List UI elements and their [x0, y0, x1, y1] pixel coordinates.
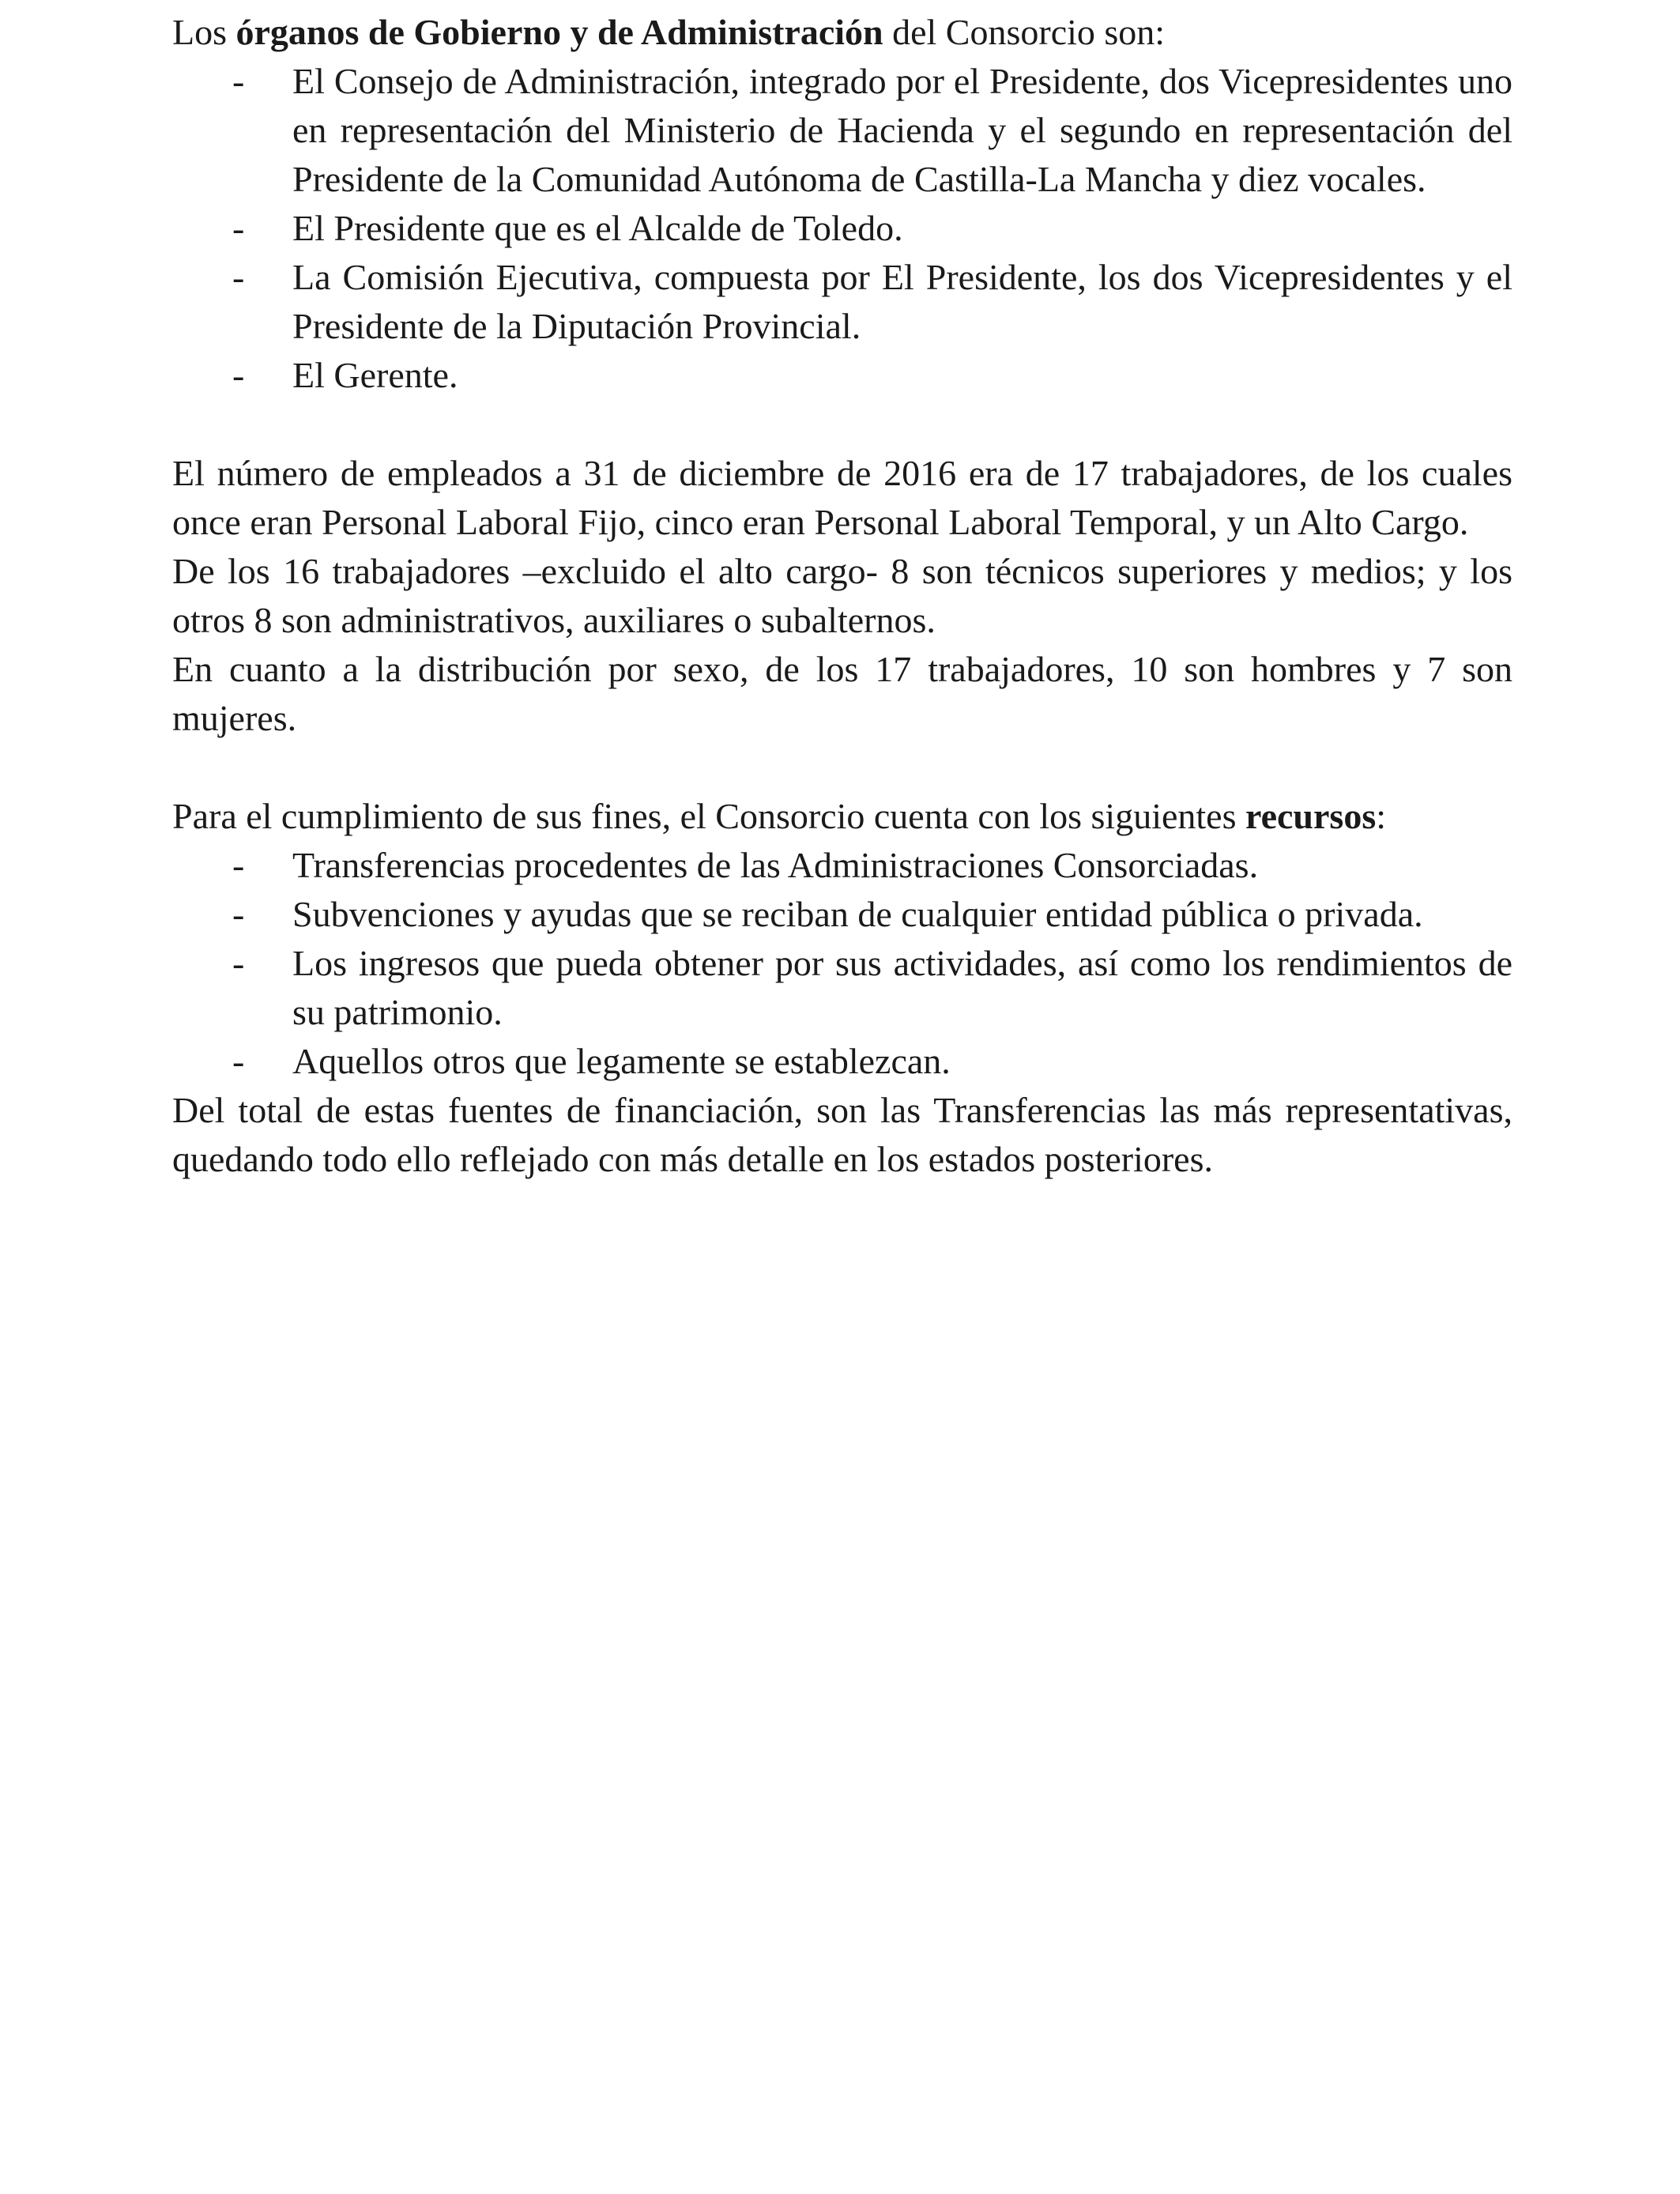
list-item-text: El Gerente.: [292, 355, 458, 395]
organos-list: [172, 57, 1512, 400]
empleados-paragraph-2: De los 16 trabajadores –excluido el alto cargo- 8 son técnicos superiores y medios; y los otros 8 son administrativos, auxiliares o subalternos.: [172, 551, 1512, 640]
recursos-intro-prefix: Para el cumplimiento de sus fines, el Consorcio cuenta con los siguientes: [172, 796, 1245, 836]
dash-marker: -: [232, 894, 245, 934]
dash-marker: -: [232, 61, 245, 101]
list-item: [172, 841, 1512, 890]
recursos-closing: Del total de estas fuentes de financiación, son las Transferencias las más representativas, quedando todo ello reflejado con más detalle en los estados posteriores.: [172, 1090, 1512, 1179]
list-item-text: El Consejo de Administración, integrado por el Presidente, dos Vicepresidentes uno en representación del Ministerio de Hacienda y el segundo en representación del Presidente de la Comunidad Autónoma de Castilla-La Mancha y diez vocales.: [292, 61, 1512, 199]
list-item-text: El Presidente que es el Alcalde de Toledo.: [292, 208, 903, 248]
organos-intro-bold: órganos de Gobierno y de Administración: [235, 12, 883, 52]
list-item: [172, 1037, 1512, 1086]
dash-marker: -: [232, 355, 245, 395]
dash-marker: -: [232, 845, 245, 885]
dash-marker: -: [232, 257, 245, 297]
dash-marker: -: [232, 208, 245, 248]
dash-marker: -: [232, 943, 245, 983]
recursos-intro-bold: recursos: [1245, 796, 1377, 836]
list-item: [172, 939, 1512, 1037]
list-item: [172, 351, 1512, 400]
organos-intro: [172, 8, 1512, 57]
list-item-text: Aquellos otros que legamente se establezcan.: [292, 1041, 951, 1081]
paragraph-gap: [172, 400, 1512, 449]
list-item-text: Los ingresos que pueda obtener por sus actividades, así como los rendimientos de su patrimonio.: [292, 943, 1512, 1032]
list-item-text: Transferencias procedentes de las Administraciones Consorciadas.: [292, 845, 1259, 885]
list-item-text: La Comisión Ejecutiva, compuesta por El Presidente, los dos Vicepresidentes y el Presidente de la Diputación Provincial.: [292, 257, 1512, 346]
list-item: [172, 57, 1512, 204]
document-body: [172, 8, 1512, 1184]
list-item: [172, 253, 1512, 351]
organos-intro-suffix: del Consorcio son:: [883, 12, 1166, 52]
empleados-paragraph-3: En cuanto a la distribución por sexo, de los 17 trabajadores, 10 son hombres y 7 son mujeres.: [172, 649, 1512, 738]
recursos-intro: [172, 792, 1512, 841]
list-item-text: Subvenciones y ayudas que se reciban de cualquier entidad pública o privada.: [292, 894, 1423, 934]
organos-intro-prefix: Los: [172, 12, 236, 52]
list-item: [172, 204, 1512, 253]
paragraph-gap: [172, 743, 1512, 792]
recursos-list: [172, 841, 1512, 1086]
empleados-paragraph-1: El número de empleados a 31 de diciembre de 2016 era de 17 trabajadores, de los cuales once eran Personal Laboral Fijo, cinco eran Personal Laboral Temporal, y un Alto Cargo.: [172, 453, 1512, 542]
list-item: [172, 890, 1512, 939]
recursos-intro-suffix: :: [1376, 796, 1387, 836]
dash-marker: -: [232, 1041, 245, 1081]
